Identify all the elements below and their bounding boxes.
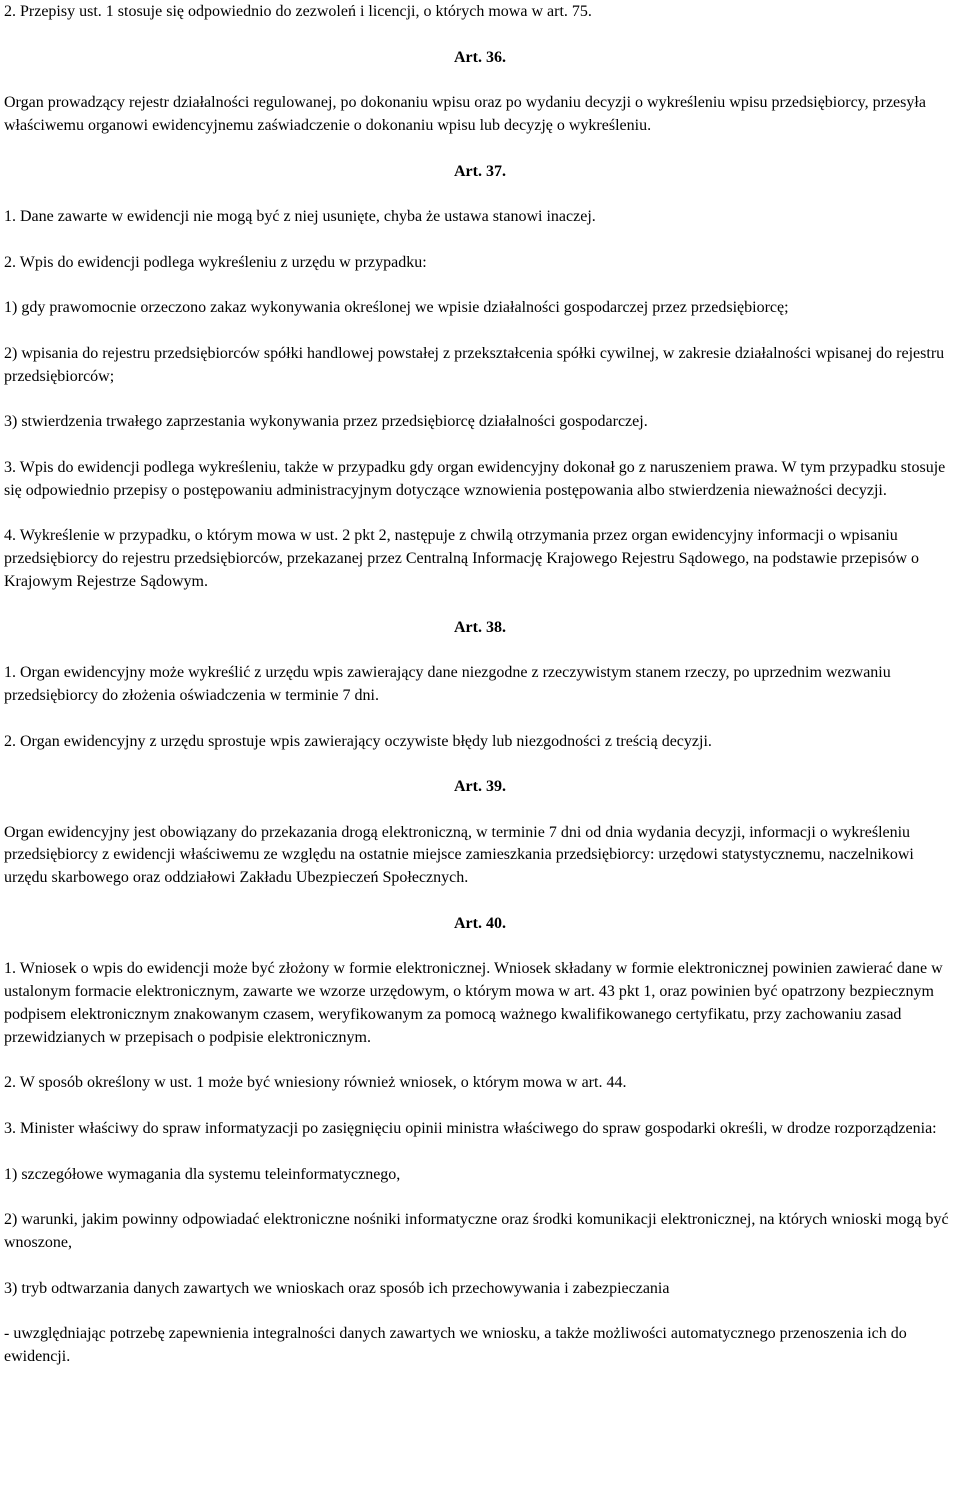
list-item: 2) warunki, jakim powinny odpowiadać elektroniczne nośniki informatyczne oraz środki komunikacji elektronicznej, na których wnioski mogą być wnoszone, <box>4 1211 949 1252</box>
paragraph: 4. Wykreślenie w przypadku, o którym mowa w ust. 2 pkt 2, następuje z chwilą otrzymania przez organ ewidencyjny informacji o wpisaniu przedsiębiorcy do rejestru przedsiębiorców, przekazanej przez Centralną Informację Krajowego Rejestru Sądowego, na podstawie przepisów o Krajowym Rejestrze Sądowym. <box>4 527 920 590</box>
document-page <box>4 0 956 1369</box>
list-item: 1) gdy prawomocnie orzeczono zakaz wykonywania określonej we wpisie działalności gospodarczej przez przedsiębiorcę; <box>4 299 789 317</box>
paragraph: Organ prowadzący rejestr działalności regulowanej, po dokonaniu wpisu oraz po wydaniu decyzji o wykreśleniu wpisu przedsiębiorcy, przesyła właściwemu organowi ewidencyjnemu zaświadczenie o dokonaniu wpisu lub decyzję o wykreśleniu. <box>4 94 926 134</box>
paragraph: 3. Minister właściwy do spraw informatyzacji po zasięgnięciu opinii ministra właściwego do spraw gospodarki określi, w drodze rozporządzenia: <box>4 1120 937 1138</box>
paragraph: 2. Organ ewidencyjny z urzędu sprostuje wpis zawierający oczywiste błędy lub niezgodności z treścią decyzji. <box>4 732 712 750</box>
paragraph: 2. Wpis do ewidencji podlega wykreśleniu z urzędu w przypadku: <box>4 253 427 271</box>
paragraph: - uwzględniając potrzebę zapewnienia integralności danych zawartych we wniosku, a także możliwości automatycznego przenoszenia ich do ewidencji. <box>4 1325 907 1366</box>
paragraph: 3. Wpis do ewidencji podlega wykreśleniu, także w przypadku gdy organ ewidencyjny dokonał go z naruszeniem prawa. W tym przypadku stosuje się odpowiednio przepisy o postępowaniu administracyjnym dotyczące wznowienia postępowania albo stwierdzenia nieważności decyzji. <box>4 458 946 499</box>
paragraph: 2. W sposób określony w ust. 1 może być wniesiony również wniosek, o którym mowa w art. 44. <box>4 1074 627 1092</box>
article-heading: Art. 40. <box>454 914 506 932</box>
paragraph: 1. Organ ewidencyjny może wykreślić z urzędu wpis zawierający dane niezgodne z rzeczywistym stanem rzeczy, po uprzednim wezwaniu przedsiębiorcy do złożenia oświadczenia w terminie 7 dni. <box>4 664 891 704</box>
list-item: 3) stwierdzenia trwałego zaprzestania wykonywania przez przedsiębiorcę działalności gospodarczej. <box>4 413 648 431</box>
article-heading: Art. 39. <box>454 778 506 796</box>
article-heading: Art. 38. <box>454 618 506 636</box>
paragraph: 1. Wniosek o wpis do ewidencji może być złożony w formie elektronicznej. Wniosek składany w formie elektronicznej powinien zawierać dane w ustalonym formacie elektronicznym, zawarte we wzorze urzędowym, o którym mowa w art. 43 pkt 1, oraz powinien być opatrzony bezpiecznym podpisem elektronicznym znakowanym czasem, weryfikowanym za pomocą ważnego kwalifikowanego certyfikatu, przy zachowaniu zasad przewidzianych w przepisach o podpisie elektronicznym. <box>4 960 943 1046</box>
list-item: 1) szczegółowe wymagania dla systemu teleinformatycznego, <box>4 1165 401 1183</box>
list-item: 3) tryb odtwarzania danych zawartych we wnioskach oraz sposób ich przechowywania i zabezpieczania <box>4 1279 670 1297</box>
article-heading: Art. 36. <box>454 48 506 66</box>
list-item: 2) wpisania do rejestru przedsiębiorców spółki handlowej powstałej z przekształcenia spółki cywilnej, w zakresie działalności wpisanej do rejestru przedsiębiorców; <box>4 344 945 385</box>
paragraph: Organ ewidencyjny jest obowiązany do przekazania drogą elektroniczną, w terminie 7 dni od dnia wydania decyzji, informacji o wykreśleniu przedsiębiorcy z ewidencji właściwemu ze względu na ostatnie miejsce zamieszkania przedsiębiorcy: urzędowi statystycznemu, naczelnikowi urzędu skarbowego oraz oddziałowi Zakładu Ubezpieczeń Społecznych. <box>4 823 914 887</box>
article-heading: Art. 37. <box>454 162 506 180</box>
paragraph: 1. Dane zawarte w ewidencji nie mogą być z niej usunięte, chyba że ustawa stanowi inaczej. <box>4 208 596 226</box>
paragraph: 2. Przepisy ust. 1 stosuje się odpowiednio do zezwoleń i licencji, o których mowa w art. 75. <box>4 3 592 20</box>
